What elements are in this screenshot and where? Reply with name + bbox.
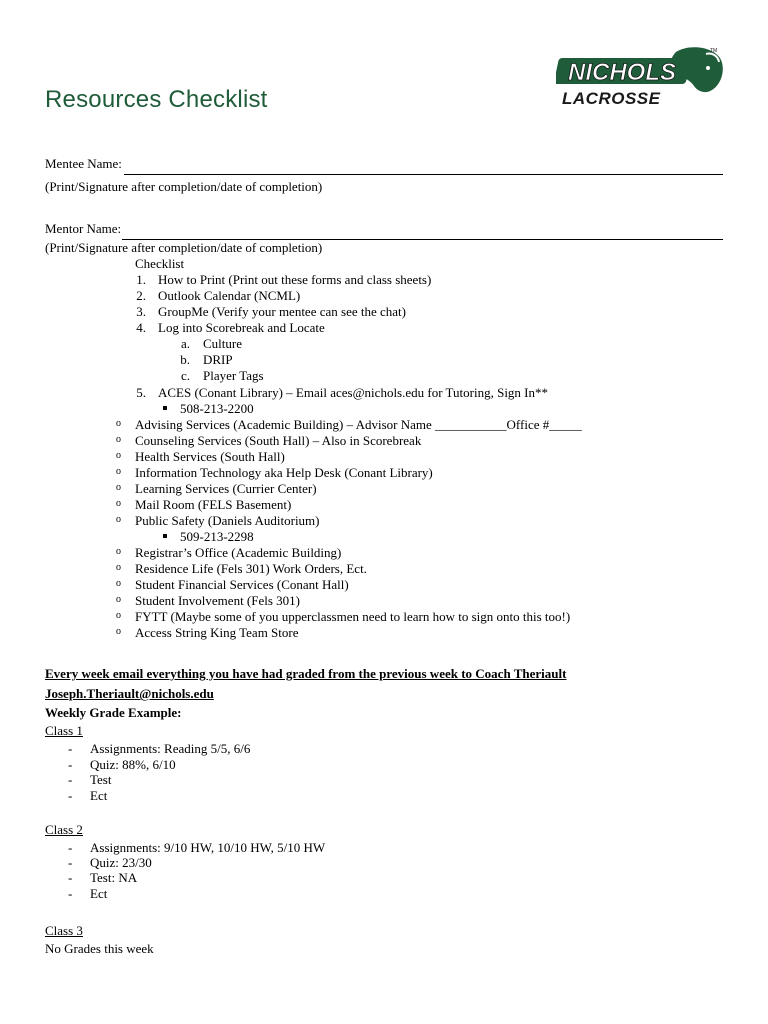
list-item: Assignments: 9/10 HW, 10/10 HW, 5/10 HW	[90, 840, 326, 855]
sub-list-item: Culture	[203, 336, 242, 351]
list-item: Counseling Services (South Hall) – Also in Scorebreak	[135, 433, 422, 448]
list-item: Assignments: Reading 5/5, 6/6	[90, 741, 251, 756]
square-bullet-icon	[163, 534, 167, 538]
circle-bullet-icon: o	[116, 482, 121, 493]
list-item: Residence Life (Fels 301) Work Orders, Ect.	[135, 561, 367, 576]
weekly-example-label: Weekly Grade Example:	[45, 705, 182, 720]
list-item: GroupMe (Verify your mentee can see the chat)	[158, 304, 406, 319]
sub-list-letter: a.	[180, 336, 190, 351]
list-number: 1.	[136, 272, 146, 287]
dash-bullet: -	[68, 772, 73, 787]
dash-bullet: -	[68, 870, 73, 885]
list-item: Test	[90, 772, 112, 787]
list-item: Ect	[90, 788, 108, 803]
class-3-heading: Class 3	[45, 923, 83, 938]
list-item: Outlook Calendar (NCML)	[158, 288, 301, 303]
list-item: Student Financial Services (Conant Hall)	[135, 577, 349, 592]
list-number: 5.	[136, 385, 146, 400]
circle-bullet-icon: o	[116, 466, 121, 477]
list-number: 2.	[136, 288, 146, 303]
mentee-note: (Print/Signature after completion/date of completion)	[45, 179, 323, 194]
list-item: Log into Scorebreak and Locate	[158, 320, 325, 335]
circle-bullet-icon: o	[116, 610, 121, 621]
circle-bullet-icon: o	[116, 418, 121, 429]
dash-bullet: -	[68, 855, 73, 870]
list-item: Test: NA	[90, 870, 138, 885]
sub-list-letter: b.	[180, 352, 190, 367]
circle-bullet-icon: o	[116, 514, 121, 525]
list-item: Health Services (South Hall)	[135, 449, 285, 464]
sub-list-item: Player Tags	[203, 368, 264, 383]
list-item: Ect	[90, 886, 108, 901]
weekly-instruction: Every week email everything you have had graded from the previous week to Coach Theriault	[45, 666, 567, 681]
sub-list-item: DRIP	[203, 352, 233, 367]
circle-bullet-icon: o	[116, 578, 121, 589]
mentor-note: (Print/Signature after completion/date of completion)	[45, 240, 323, 255]
list-item: Registrar’s Office (Academic Building)	[135, 545, 342, 560]
dash-bullet: -	[68, 788, 73, 803]
mentor-name-label: Mentor Name:	[45, 221, 122, 236]
list-number: 4.	[136, 320, 146, 335]
sub-list-letter: c.	[180, 368, 190, 383]
class-2-heading: Class 2	[45, 822, 83, 837]
list-item: Quiz: 23/30	[90, 855, 152, 870]
list-item: Advising Services (Academic Building) – Advisor Name ___________Office #_____	[135, 417, 582, 432]
list-item: Learning Services (Currier Center)	[135, 481, 317, 496]
dash-bullet: -	[68, 886, 73, 901]
square-bullet-icon	[163, 406, 167, 410]
circle-bullet-icon: o	[116, 626, 121, 637]
checklist-heading: Checklist	[135, 256, 185, 271]
list-item: Public Safety (Daniels Auditorium)	[135, 513, 320, 528]
mentee-name-label: Mentee Name:	[45, 156, 122, 171]
mentee-name-line[interactable]	[124, 174, 723, 175]
aces-phone: 508-213-2200	[180, 401, 254, 416]
public-safety-phone: 509-213-2298	[180, 529, 254, 544]
circle-bullet-icon: o	[116, 562, 121, 573]
circle-bullet-icon: o	[116, 546, 121, 557]
list-item: Access String King Team Store	[135, 625, 299, 640]
circle-bullet-icon: o	[116, 434, 121, 445]
nichols-lacrosse-logo	[556, 44, 726, 110]
logo-trademark: TM	[710, 48, 718, 54]
list-item: How to Print (Print out these forms and class sheets)	[158, 272, 432, 287]
dash-bullet: -	[68, 757, 73, 772]
list-item: FYTT (Maybe some of you upperclassmen need to learn how to sign onto this too!)	[135, 609, 571, 624]
coach-email-link[interactable]: Joseph.Theriault@nichols.edu	[45, 686, 214, 701]
logo-text-lacrosse: LACROSSE	[562, 89, 661, 108]
class-1-heading: Class 1	[45, 723, 83, 738]
dash-bullet: -	[68, 840, 73, 855]
logo-text-nichols: NICHOLS	[568, 59, 676, 86]
circle-bullet-icon: o	[116, 594, 121, 605]
list-item: Mail Room (FELS Basement)	[135, 497, 292, 512]
class-3-note: No Grades this week	[45, 941, 154, 956]
list-item: Student Involvement (Fels 301)	[135, 593, 301, 608]
circle-bullet-icon: o	[116, 498, 121, 509]
list-item: Information Technology aka Help Desk (Conant Library)	[135, 465, 433, 480]
dash-bullet: -	[68, 741, 73, 756]
list-item: Quiz: 88%, 6/10	[90, 757, 176, 772]
list-number: 3.	[136, 304, 146, 319]
list-item: ACES (Conant Library) – Email aces@nichols.edu for Tutoring, Sign In**	[158, 385, 549, 400]
circle-bullet-icon: o	[116, 450, 121, 461]
page-title: Resources Checklist	[45, 86, 268, 113]
